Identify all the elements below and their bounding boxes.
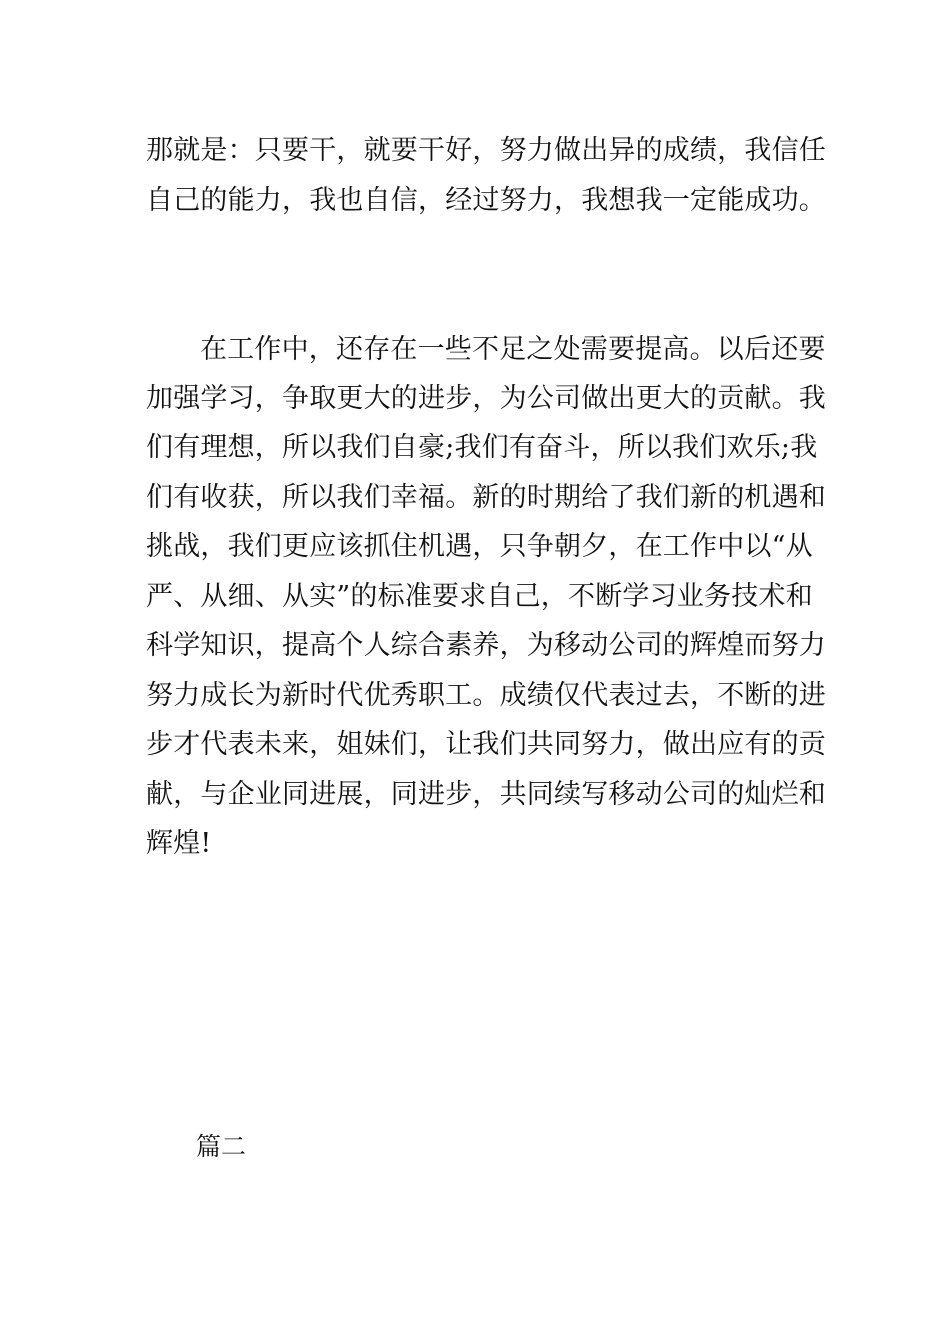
paragraph-line: 科学知识，提高个人综合素养，为移动公司的辉煌而努力 bbox=[146, 630, 826, 661]
paragraph-line: 努力成长为新时代优秀职工。成绩仅代表过去，不断的进 bbox=[146, 680, 826, 711]
paragraph-line: 挑战，我们更应该抓住机遇，只争朝夕，在工作中以“从 bbox=[146, 531, 813, 562]
paragraph-line: 辉煌! bbox=[146, 828, 212, 859]
paragraph-line: 那就是：只要干，就要干好，努力做出异的成绩，我信任 bbox=[146, 135, 826, 166]
paragraph-line: 步才代表未来，姐妹们，让我们共同努力，做出应有的贡 bbox=[146, 729, 826, 760]
paragraph-line: 在工作中，还存在一些不足之处需要提高。以后还要 bbox=[200, 334, 826, 365]
paragraph-line: 严、从细、从实”的标准要求自己，不断学习业务技术和 bbox=[146, 581, 813, 612]
paragraph-line: 加强学习，争取更大的进步，为公司做出更大的贡献。我 bbox=[146, 383, 826, 414]
paragraph-line: 们有理想，所以我们自豪;我们有奋斗，所以我们欢乐;我 bbox=[146, 432, 818, 463]
paragraph-line: 献，与企业同进展，同进步，共同续写移动公司的灿烂和 bbox=[146, 779, 826, 810]
paragraph-line: 们有收获，所以我们幸福。新的时期给了我们新的机遇和 bbox=[146, 482, 826, 513]
section-heading: 篇二 bbox=[196, 1132, 247, 1161]
paragraph-line: 自己的能力，我也自信，经过努力，我想我一定能成功。 bbox=[146, 185, 826, 216]
